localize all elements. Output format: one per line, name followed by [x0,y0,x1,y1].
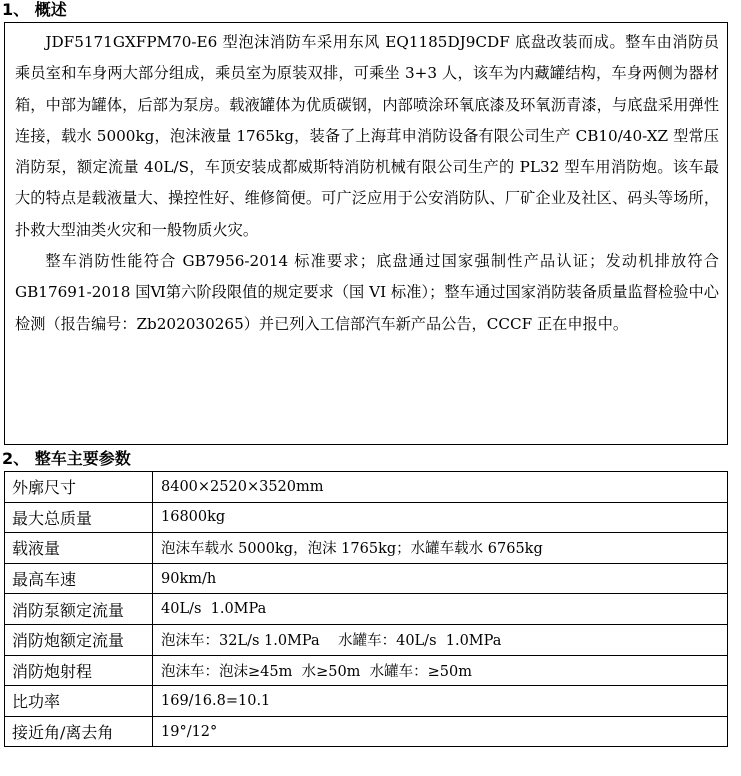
table-row [5,472,728,503]
table-row [5,655,728,686]
param-key: 外廓尺寸 [5,472,153,503]
param-key: 消防炮额定流量 [5,624,153,655]
table-row [5,563,728,594]
param-key: 最高车速 [5,563,153,594]
param-value: 90km/h [153,563,728,594]
table-row [5,716,728,747]
param-key: 消防泵额定流量 [5,594,153,625]
param-key: 载液量 [5,533,153,564]
table-row [5,533,728,564]
table-row [5,624,728,655]
param-value: 泡沫车：泡沫≥45m 水≥50m 水罐车：≥50m [153,655,728,686]
table-row [5,502,728,533]
table-row [5,686,728,717]
param-key: 最大总质量 [5,502,153,533]
param-value: 169/16.8=10.1 [153,686,728,717]
params-table [4,471,728,747]
section-params-title: 2、 整车主要参数 [2,449,131,468]
param-value: 19°/12° [153,716,728,747]
param-value: 泡沫车：32L/s 1.0MPa 水罐车：40L/s 1.0MPa [153,624,728,655]
overview-paragraph-1: JDF5171GXFPM70-E6 型泡沫消防车采用东风 EQ1185DJ9CDF 底盘改装而成。整车由消防员乘员室和车身两大部分组成，乘员室为原装双排，可乘坐 3+3 人，该车为内藏罐结构，车身两侧为器材箱，中部为罐体，后部为泵房。载液罐体为优质碳钢，内部喷涂环氧底漆及环氧沥青漆，与底盘采用弹性连接，载水 5000kg，泡沫液量 1765kg，装备了上海茸申消防设备有限公司生产 CB10/40-XZ 型常压消防泵，额定流量 40L/S，车顶安装成都威斯特消防机械有限公司生产的 PL32 型车用消防炮。该车最大的特点是载液量大、操控性好、维修简便。可广泛应用于公安消防队、厂矿企业及社区、码头等场所，扑救大型油类火灾和一般物质火灾。 [15,33,719,239]
table-row [5,594,728,625]
param-key: 接近角/离去角 [5,716,153,747]
param-key: 比功率 [5,686,153,717]
overview-paragraph-2: 整车消防性能符合 GB7956-2014 标准要求；底盘通过国家强制性产品认证；发动机排放符合 GB17691-2018 国Ⅵ第六阶段限值的规定要求（国 VI 标准）；整车通过国家消防装备质量监督检验中心检测（报告编号：Zb202030265）并已列入工信部汽车新产品公告，CCCF 正在申报中。 [15,252,719,333]
param-value: 泡沫车载水 5000kg，泡沫 1765kg；水罐车载水 6765kg [153,533,728,564]
section-overview-title: 1、 概述 [2,0,67,19]
param-value: 16800kg [153,502,728,533]
overview-box [4,22,728,445]
param-value: 8400×2520×3520mm [153,472,728,503]
param-value: 40L/s 1.0MPa [153,594,728,625]
param-key: 消防炮射程 [5,655,153,686]
